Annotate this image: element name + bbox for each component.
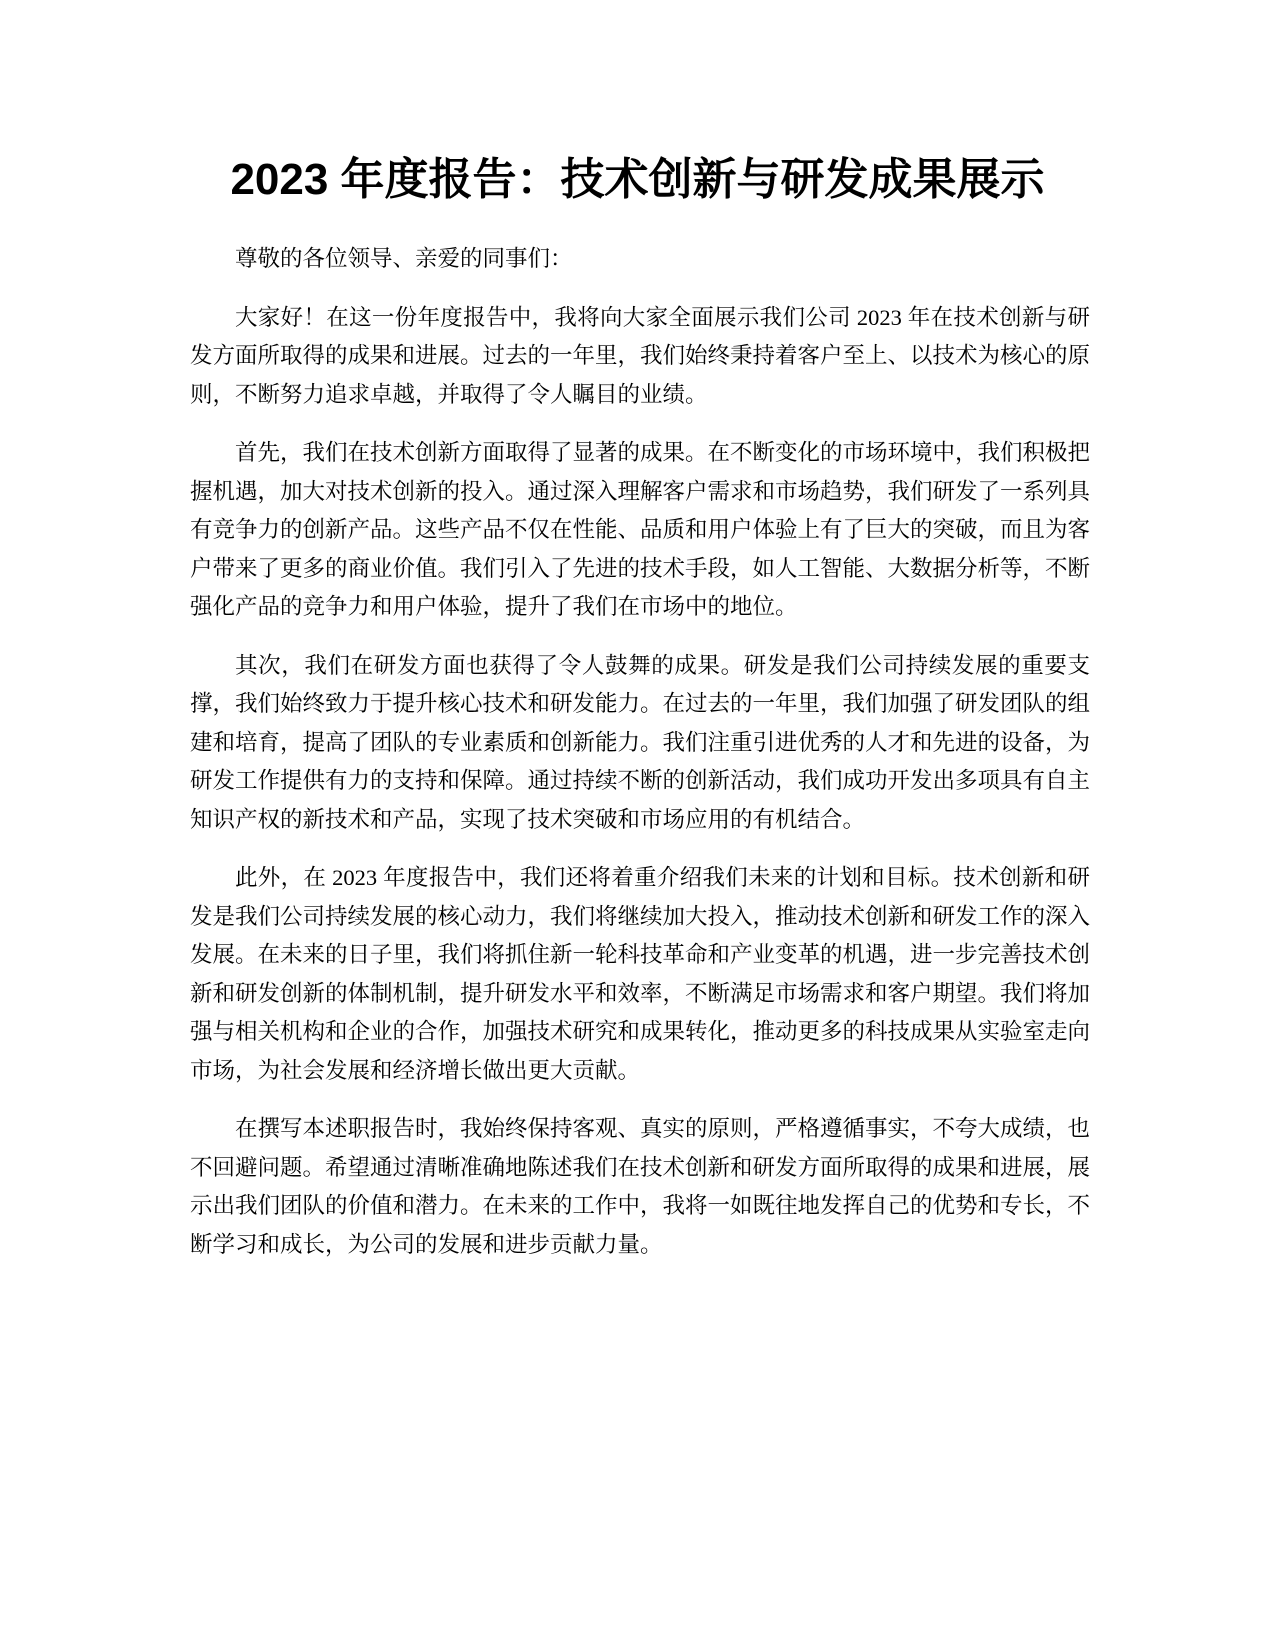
research-paragraph: 其次，我们在研发方面也获得了令人鼓舞的成果。研发是我们公司持续发展的重要支撑，我们始终致力于提升核心技术和研发能力。在过去的一年里，我们加强了研发团队的组建和培育，提高了团队的专业素质和创新能力。我们注重引进优秀的人才和先进的设备，为研发工作提供有力的支持和保障。通过持续不断的创新活动，我们成功开发出多项具有自主知识产权的新技术和产品，实现了技术突破和市场应用的有机结合。	[190, 652, 1091, 832]
intro-paragraph: 大家好！在这一份年度报告中，我将向大家全面展示我们公司 2023 年在技术创新与研发方面所取得的成果和进展。过去的一年里，我们始终秉持着客户至上、以技术为核心的原则，不断努力追求卓越，并取得了令人瞩目的业绩。	[190, 304, 1091, 407]
document-title: 2023 年度报告：技术创新与研发成果展示	[230, 155, 1045, 204]
salutation-paragraph: 尊敬的各位领导、亲爱的同事们：	[235, 246, 573, 271]
document-body	[190, 240, 1090, 1284]
future-plan-paragraph: 此外，在 2023 年度报告中，我们还将着重介绍我们未来的计划和目标。技术创新和研发是我们公司持续发展的核心动力，我们将继续加大投入，推动技术创新和研发工作的深入发展。在未来的日子里，我们将抓住新一轮科技革命和产业变革的机遇，进一步完善技术创新和研发创新的体制机制，提升研发水平和效率，不断满足市场需求和客户期望。我们将加强与相关机构和企业的合作，加强技术研究和成果转化，推动更多的科技成果从实验室走向市场，为社会发展和经济增长做出更大贡献。	[190, 865, 1091, 1083]
innovation-paragraph: 首先，我们在技术创新方面取得了显著的成果。在不断变化的市场环境中，我们积极把握机遇，加大对技术创新的投入。通过深入理解客户需求和市场趋势，我们研发了一系列具有竞争力的创新产品。这些产品不仅在性能、品质和用户体验上有了巨大的突破，而且为客户带来了更多的商业价值。我们引入了先进的技术手段，如人工智能、大数据分析等，不断强化产品的竞争力和用户体验，提升了我们在市场中的地位。	[190, 440, 1091, 619]
closing-paragraph: 在撰写本述职报告时，我始终保持客观、真实的原则，严格遵循事实，不夸大成绩，也不回避问题。希望通过清晰准确地陈述我们在技术创新和研发方面所取得的成果和进展，展示出我们团队的价值和潜力。在未来的工作中，我将一如既往地发挥自己的优势和专长，不断学习和成长，为公司的发展和进步贡献力量。	[190, 1116, 1091, 1257]
